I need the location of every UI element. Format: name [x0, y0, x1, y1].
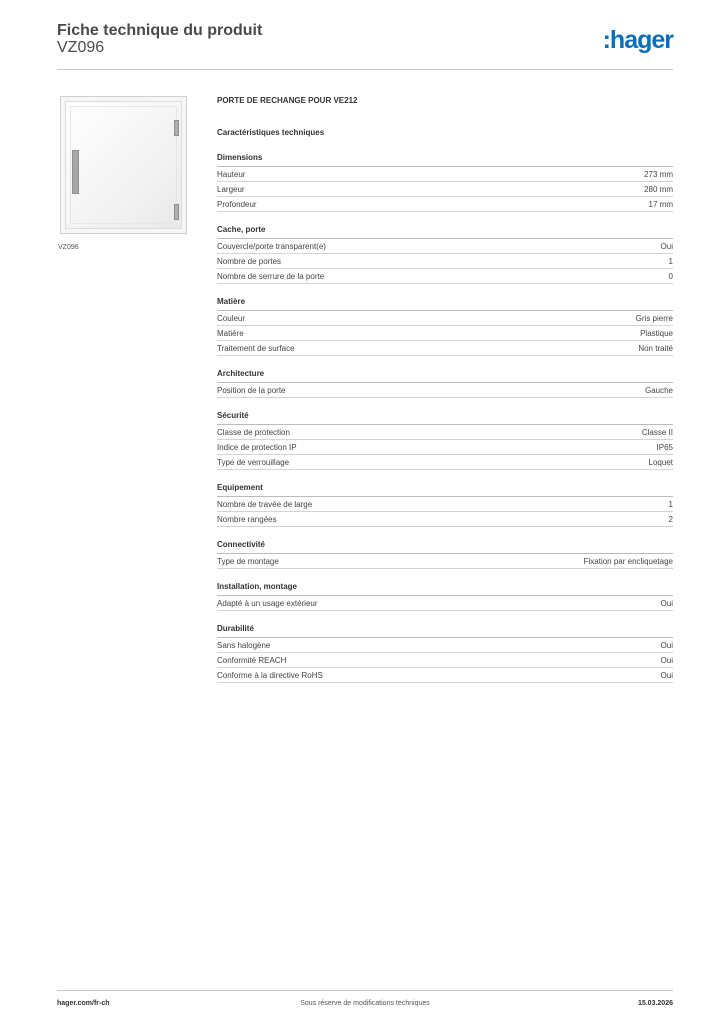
spec-value: 1	[668, 257, 673, 266]
top-hinge	[174, 120, 179, 136]
spec-value: Gris pierre	[635, 314, 673, 323]
spec-label: Matière	[217, 329, 244, 338]
spec-row	[217, 653, 673, 668]
spec-row	[217, 425, 673, 440]
spec-value: Gauche	[644, 386, 673, 395]
spec-value: Oui	[660, 599, 673, 608]
document-title: Fiche technique du produit	[57, 22, 263, 39]
spec-label: Nombre de travée de large	[217, 500, 313, 509]
spec-section-heading: Architecture	[217, 368, 673, 383]
spec-row	[217, 269, 673, 284]
product-name: PORTE DE RECHANGE POUR VE212	[217, 96, 358, 105]
spec-row	[217, 440, 673, 455]
spec-section-heading: Cache, porte	[217, 224, 673, 239]
spec-row	[217, 167, 673, 182]
spec-label: Couvercle/porte transparent(e)	[217, 242, 326, 251]
footer-website-link[interactable]: hager.com/fr-ch	[57, 1000, 110, 1007]
spec-label: Couleur	[217, 314, 246, 323]
spec-label: Nombre rangées	[217, 515, 277, 524]
footer-date: 15.03.2026	[637, 1000, 673, 1007]
spec-value: Non traité	[638, 344, 673, 353]
spec-section-heading: Matière	[217, 296, 673, 311]
spec-label: Conforme à la directive RoHS	[217, 671, 323, 680]
transparent-door-panel	[70, 106, 177, 224]
spec-section-heading: Connectivité	[217, 539, 673, 554]
spec-row	[217, 197, 673, 212]
spec-value: Fixation par encliquetage	[583, 557, 673, 566]
page-header	[57, 20, 673, 70]
spec-row	[217, 512, 673, 527]
spec-row	[217, 182, 673, 197]
spec-value: Oui	[660, 656, 673, 665]
spec-value: 17 mm	[648, 200, 673, 209]
spec-label: Sans halogène	[217, 641, 271, 650]
spec-value: IP65	[656, 443, 673, 452]
spec-label: Hauteur	[217, 170, 246, 179]
spec-row	[217, 497, 673, 512]
spec-row	[217, 596, 673, 611]
hager-logo: :hager	[602, 26, 673, 54]
spec-row	[217, 554, 673, 569]
page-footer	[57, 990, 673, 1014]
spec-label: Position de la porte	[217, 386, 286, 395]
section-title: Caractéristiques techniques	[217, 128, 325, 137]
spec-row	[217, 254, 673, 269]
door-frame	[65, 101, 182, 229]
spec-row	[217, 668, 673, 683]
spec-section-heading: Equipement	[217, 482, 673, 497]
spec-value: 280 mm	[644, 185, 673, 194]
spec-section-heading: Sécurité	[217, 410, 673, 425]
spec-label: Nombre de portes	[217, 257, 282, 266]
spec-row	[217, 455, 673, 470]
spec-value: Classe II	[641, 428, 673, 437]
spec-section-heading: Installation, montage	[217, 581, 673, 596]
spec-value: 0	[668, 272, 673, 281]
spec-value: Oui	[660, 671, 673, 680]
spec-label: Traitement de surface	[217, 344, 295, 353]
spec-value: 1	[668, 500, 673, 509]
spec-label: Classe de protection	[217, 428, 290, 437]
product-reference: VZ096	[57, 39, 105, 56]
spec-value: Loquet	[648, 458, 673, 467]
spec-label: Nombre de serrure de la porte	[217, 272, 325, 281]
spec-label: Adapté à un usage extérieur	[217, 599, 318, 608]
spec-section-heading: Dimensions	[217, 152, 673, 167]
spec-value: 2	[668, 515, 673, 524]
spec-label: Type de verrouillage	[217, 458, 290, 467]
spec-row	[217, 311, 673, 326]
spec-value: Oui	[660, 641, 673, 650]
spec-label: Type de montage	[217, 557, 279, 566]
spec-row	[217, 239, 673, 254]
spec-section-heading: Durabilité	[217, 623, 673, 638]
spec-label: Largeur	[217, 185, 245, 194]
image-caption: VZ096	[58, 244, 79, 251]
spec-value: 273 mm	[644, 170, 673, 179]
spec-label: Conformité REACH	[217, 656, 287, 665]
spec-row	[217, 383, 673, 398]
door-handle-grip	[72, 150, 79, 194]
spec-label: Profondeur	[217, 200, 257, 209]
spec-row	[217, 638, 673, 653]
spec-sections	[217, 152, 673, 683]
spec-row	[217, 341, 673, 356]
footer-notice: Sous réserve de modifications techniques	[300, 1000, 430, 1007]
spec-row	[217, 326, 673, 341]
product-image	[60, 96, 187, 234]
spec-content	[217, 96, 673, 683]
spec-label: Indice de protection IP	[217, 443, 297, 452]
bottom-hinge	[174, 204, 179, 220]
spec-value: Oui	[660, 242, 673, 251]
spec-value: Plastique	[640, 329, 673, 338]
